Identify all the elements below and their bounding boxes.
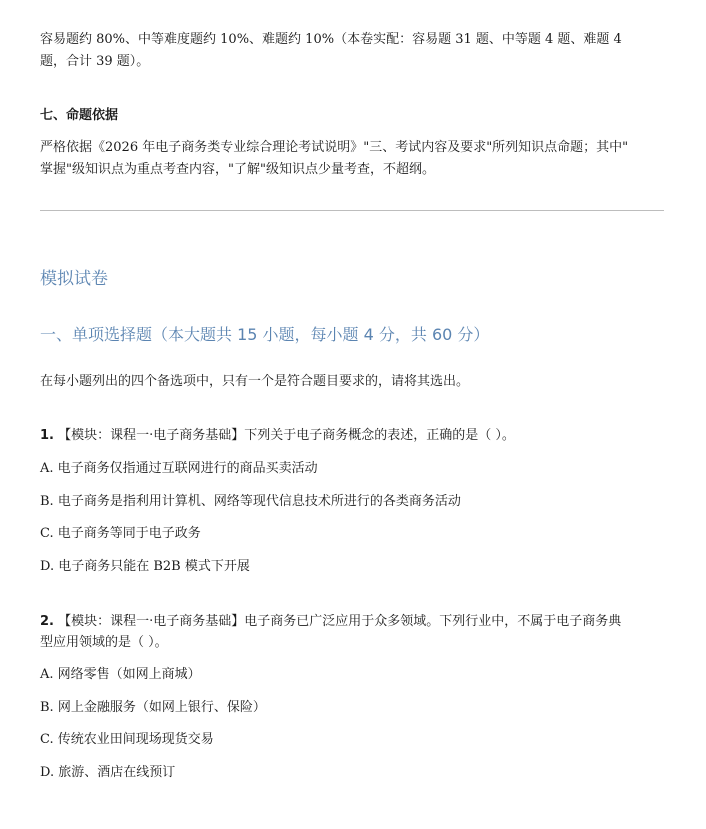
question-2-option-a: A. 网络零售（如网上商城） (40, 667, 201, 682)
section-7-line-2: 掌握"级知识点为重点考查内容，"了解"级知识点少量考查，不超纲。 (40, 162, 435, 177)
part-1-title: 一、单项选择题（本大题共 15 小题，每小题 4 分，共 60 分） (40, 325, 490, 344)
section-7-heading: 七、命题依据 (40, 108, 119, 123)
question-1-option-b: B. 电子商务是指利用计算机、网络等现代信息技术所进行的各类商务活动 (40, 494, 461, 509)
paper-title: 模拟试卷 (40, 269, 108, 289)
section-7-line-1: 严格依据《2026 年电子商务类专业综合理论考试说明》"三、考试内容及要求"所列知识点命题；其中" (40, 140, 629, 155)
intro-line-2: 题，合计 39 题）。 (40, 54, 150, 69)
question-number: 2. (40, 614, 54, 629)
question-2-stem (40, 610, 621, 629)
question-stem-text: 【模块：课程一·电子商务基础】电子商务已广泛应用于众多领域。下列行业中，不属于电子商务典 (58, 614, 622, 629)
question-1-stem (40, 424, 515, 443)
question-2-option-c: C. 传统农业田间现场现货交易 (40, 732, 214, 747)
intro-line-1: 容易题约 80%、中等难度题约 10%、难题约 10%（本卷实配：容易题 31 题、中等题 4 题、难题 4 (40, 32, 622, 47)
question-number: 1. (40, 428, 54, 443)
question-stem-text: 【模块：课程一·电子商务基础】下列关于电子商务概念的表述，正确的是（ ）。 (58, 428, 515, 443)
question-1-option-a: A. 电子商务仅指通过互联网进行的商品买卖活动 (40, 461, 318, 476)
question-1-option-d: D. 电子商务只能在 B2B 模式下开展 (40, 559, 250, 574)
question-2-option-d: D. 旅游、酒店在线预订 (40, 765, 176, 780)
question-1-option-c: C. 电子商务等同于电子政务 (40, 526, 201, 541)
question-2-option-b: B. 网上金融服务（如网上银行、保险） (40, 700, 266, 715)
question-2-stem-line-2: 型应用领域的是（ ）。 (40, 635, 168, 650)
section-divider (40, 210, 664, 211)
part-1-instruction: 在每小题列出的四个备选项中，只有一个是符合题目要求的，请将其选出。 (40, 374, 470, 389)
